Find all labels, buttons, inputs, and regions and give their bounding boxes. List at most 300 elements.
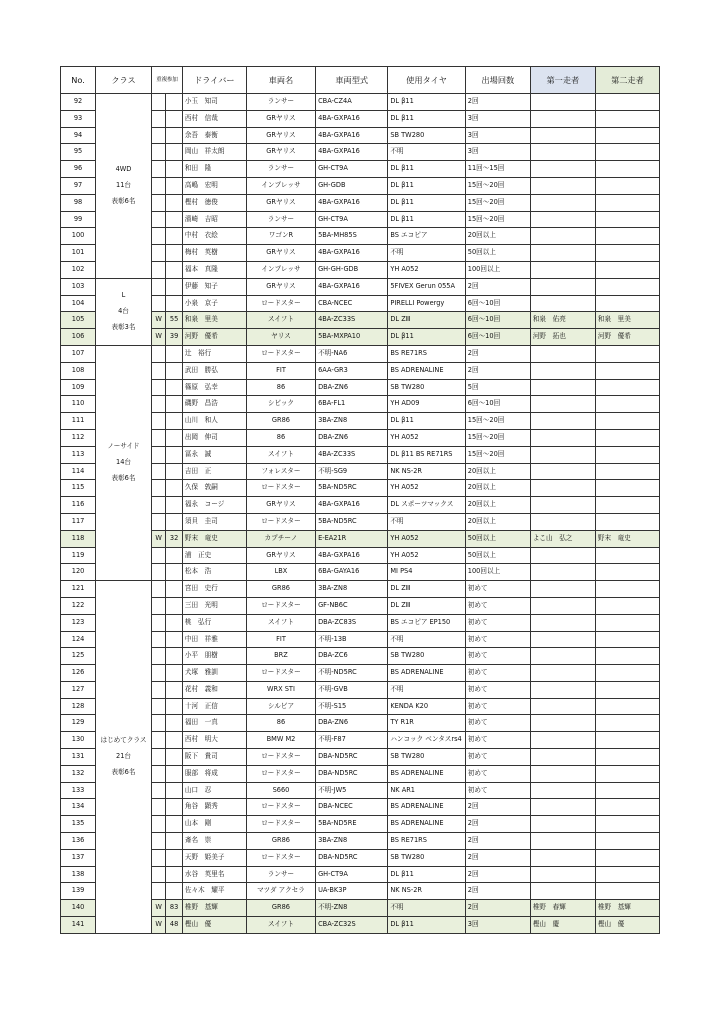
cell-entry-count: 初めて	[465, 614, 530, 631]
cell-dual-number: 55	[166, 312, 183, 329]
cell-tire: BS ADRENALINE	[388, 816, 465, 833]
cell-dual-number	[166, 429, 183, 446]
cell-car-model: 5BA-ND5RC	[316, 513, 388, 530]
cell-dual-number	[166, 816, 183, 833]
cell-driver: 野末 竜史	[182, 530, 246, 547]
cell-car-model: 5BA-MXPA10	[316, 329, 388, 346]
cell-car-name: ランサー	[246, 161, 315, 178]
cell-dual-flag	[151, 698, 165, 715]
cell-dual-number	[166, 614, 183, 631]
cell-no: 102	[61, 261, 96, 278]
header-tire: 使用タイヤ	[388, 67, 465, 94]
cell-dual-flag	[151, 228, 165, 245]
cell-driver: 久保 敦嗣	[182, 480, 246, 497]
cell-entry-count: 5回	[465, 379, 530, 396]
cell-first-driver	[530, 816, 595, 833]
cell-dual-number	[166, 396, 183, 413]
cell-second-driver	[595, 446, 659, 463]
cell-dual-flag	[151, 497, 165, 514]
cell-second-driver: 和泉 里美	[595, 312, 659, 329]
cell-driver: 山川 和人	[182, 413, 246, 430]
cell-second-driver	[595, 665, 659, 682]
cell-class: 4WD 11台 表彰6名	[96, 94, 152, 279]
cell-no: 126	[61, 665, 96, 682]
cell-entry-count: 初めて	[465, 782, 530, 799]
cell-second-driver: 椎野 基輝	[595, 900, 659, 917]
cell-car-model: DBA-ND5RC	[316, 749, 388, 766]
cell-second-driver	[595, 396, 659, 413]
cell-driver: 西村 信哉	[182, 110, 246, 127]
cell-dual-flag	[151, 345, 165, 362]
cell-car-name: ランサー	[246, 94, 315, 111]
cell-driver: 小泉 京子	[182, 295, 246, 312]
cell-dual-flag	[151, 749, 165, 766]
cell-dual-number	[166, 211, 183, 228]
cell-no: 133	[61, 782, 96, 799]
header-car-name: 車両名	[246, 67, 315, 94]
cell-second-driver	[595, 631, 659, 648]
cell-driver: 浦 正史	[182, 547, 246, 564]
cell-tire: DL スポーツマックス	[388, 497, 465, 514]
cell-car-model: DBA-ZN6	[316, 429, 388, 446]
cell-first-driver	[530, 833, 595, 850]
cell-class: L 4台 表彰3名	[96, 278, 152, 345]
cell-second-driver	[595, 564, 659, 581]
cell-dual-number	[166, 463, 183, 480]
cell-dual-flag	[151, 681, 165, 698]
cell-tire: DL β11	[388, 194, 465, 211]
cell-dual-number	[166, 681, 183, 698]
cell-tire: SB TW280	[388, 749, 465, 766]
cell-first-driver	[530, 127, 595, 144]
cell-driver: 斎名 崇	[182, 833, 246, 850]
cell-car-name: BRZ	[246, 648, 315, 665]
header-second-driver: 第二走者	[595, 67, 659, 94]
cell-first-driver	[530, 749, 595, 766]
cell-second-driver	[595, 429, 659, 446]
cell-car-model: 4BA-GXPA16	[316, 497, 388, 514]
cell-second-driver	[595, 698, 659, 715]
cell-tire: 不明	[388, 900, 465, 917]
cell-dual-flag	[151, 547, 165, 564]
cell-tire: BS ADRENALINE	[388, 799, 465, 816]
cell-car-model: 5BA-ND5RC	[316, 480, 388, 497]
cell-dual-flag	[151, 833, 165, 850]
cell-no: 103	[61, 278, 96, 295]
cell-driver: 小平 朋樹	[182, 648, 246, 665]
cell-driver: 辻 裕行	[182, 345, 246, 362]
cell-tire: NK NS-2R	[388, 463, 465, 480]
cell-dual-number	[166, 866, 183, 883]
cell-entry-count: 初めて	[465, 581, 530, 598]
cell-dual-number	[166, 564, 183, 581]
cell-entry-count: 15回～20回	[465, 211, 530, 228]
cell-dual-flag	[151, 194, 165, 211]
cell-first-driver	[530, 379, 595, 396]
table-body	[61, 94, 660, 934]
cell-no: 131	[61, 749, 96, 766]
cell-dual-number	[166, 749, 183, 766]
cell-dual-number	[166, 883, 183, 900]
cell-car-name: GRヤリス	[246, 497, 315, 514]
cell-dual-flag	[151, 631, 165, 648]
cell-entry-count: 20回以上	[465, 513, 530, 530]
cell-tire: MI PS4	[388, 564, 465, 581]
cell-tire: YH A052	[388, 429, 465, 446]
cell-no: 141	[61, 917, 96, 934]
cell-no: 110	[61, 396, 96, 413]
cell-driver: 花村 義和	[182, 681, 246, 698]
cell-dual-flag: W	[151, 312, 165, 329]
cell-driver: 福田 一真	[182, 715, 246, 732]
cell-dual-flag: W	[151, 530, 165, 547]
cell-first-driver: 椎野 春輝	[530, 900, 595, 917]
cell-dual-number	[166, 345, 183, 362]
cell-entry-count: 2回	[465, 833, 530, 850]
cell-first-driver	[530, 228, 595, 245]
cell-no: 137	[61, 849, 96, 866]
cell-driver: 中村 衣絵	[182, 228, 246, 245]
cell-first-driver	[530, 295, 595, 312]
cell-first-driver	[530, 480, 595, 497]
cell-driver: 宮田 史行	[182, 581, 246, 598]
cell-class: ノーサイド 14台 表彰6名	[96, 345, 152, 580]
cell-tire: DL ZⅢ	[388, 581, 465, 598]
cell-dual-flag	[151, 278, 165, 295]
cell-car-model: DBA-ZC6	[316, 648, 388, 665]
cell-second-driver	[595, 144, 659, 161]
cell-dual-number	[166, 245, 183, 262]
cell-second-driver: 野末 竜史	[595, 530, 659, 547]
cell-second-driver	[595, 497, 659, 514]
cell-dual-flag	[151, 396, 165, 413]
cell-first-driver	[530, 362, 595, 379]
cell-car-name: ロードスター	[246, 765, 315, 782]
cell-no: 119	[61, 547, 96, 564]
cell-car-name: シビック	[246, 396, 315, 413]
cell-car-name: ランサー	[246, 211, 315, 228]
cell-car-name: ロードスター	[246, 816, 315, 833]
cell-first-driver	[530, 94, 595, 111]
cell-entry-count: 2回	[465, 866, 530, 883]
cell-entry-count: 3回	[465, 917, 530, 934]
cell-driver: 篠原 弘幸	[182, 379, 246, 396]
cell-car-name: ランサー	[246, 866, 315, 883]
cell-car-model: 不明-ND5RC	[316, 665, 388, 682]
cell-car-model: CBA-CZ4A	[316, 94, 388, 111]
cell-tire: YH A052	[388, 547, 465, 564]
cell-no: 108	[61, 362, 96, 379]
cell-dual-flag	[151, 866, 165, 883]
cell-car-model: DBA-ND5RC	[316, 765, 388, 782]
cell-second-driver	[595, 127, 659, 144]
cell-entry-count: 20回以上	[465, 228, 530, 245]
cell-first-driver	[530, 799, 595, 816]
cell-first-driver	[530, 581, 595, 598]
cell-car-name: GRヤリス	[246, 278, 315, 295]
cell-dual-number	[166, 161, 183, 178]
cell-entry-count: 6回～10回	[465, 329, 530, 346]
cell-driver: 十河 正信	[182, 698, 246, 715]
cell-first-driver	[530, 396, 595, 413]
cell-car-name: ロードスター	[246, 480, 315, 497]
cell-entry-count: 2回	[465, 362, 530, 379]
cell-no: 132	[61, 765, 96, 782]
cell-tire: DL β11	[388, 413, 465, 430]
cell-dual-flag	[151, 127, 165, 144]
cell-car-model: E-EA21R	[316, 530, 388, 547]
cell-dual-number	[166, 497, 183, 514]
cell-driver: 服部 将成	[182, 765, 246, 782]
cell-car-model: 4BA-GXPA16	[316, 278, 388, 295]
cell-car-name: GRヤリス	[246, 144, 315, 161]
cell-entry-count: 20回以上	[465, 497, 530, 514]
cell-first-driver	[530, 765, 595, 782]
cell-tire: TY R1R	[388, 715, 465, 732]
cell-no: 112	[61, 429, 96, 446]
cell-entry-count: 初めて	[465, 681, 530, 698]
cell-second-driver	[595, 799, 659, 816]
cell-dual-flag	[151, 597, 165, 614]
cell-entry-count: 6回～10回	[465, 295, 530, 312]
cell-tire: DL β11	[388, 866, 465, 883]
cell-first-driver	[530, 497, 595, 514]
cell-dual-flag	[151, 648, 165, 665]
cell-driver: 武田 勝弘	[182, 362, 246, 379]
cell-second-driver	[595, 732, 659, 749]
cell-first-driver	[530, 614, 595, 631]
cell-car-name: GRヤリス	[246, 245, 315, 262]
cell-first-driver: 和泉 佑亮	[530, 312, 595, 329]
cell-first-driver	[530, 261, 595, 278]
cell-no: 105	[61, 312, 96, 329]
cell-entry-count: 15回～20回	[465, 413, 530, 430]
cell-entry-count: 2回	[465, 816, 530, 833]
cell-driver: 和田 隆	[182, 161, 246, 178]
cell-dual-flag	[151, 245, 165, 262]
cell-dual-flag	[151, 480, 165, 497]
cell-driver: 西村 明大	[182, 732, 246, 749]
cell-dual-number	[166, 581, 183, 598]
cell-second-driver	[595, 648, 659, 665]
cell-no: 135	[61, 816, 96, 833]
cell-first-driver	[530, 732, 595, 749]
cell-dual-number	[166, 648, 183, 665]
cell-tire: SB TW280	[388, 648, 465, 665]
cell-no: 113	[61, 446, 96, 463]
cell-dual-number	[166, 144, 183, 161]
cell-entry-count: 15回～20回	[465, 194, 530, 211]
cell-dual-flag	[151, 379, 165, 396]
cell-tire: DL β11	[388, 110, 465, 127]
cell-dual-number	[166, 698, 183, 715]
cell-dual-flag	[151, 144, 165, 161]
cell-first-driver	[530, 446, 595, 463]
table-row	[61, 94, 660, 111]
cell-dual-number	[166, 833, 183, 850]
cell-driver: 余吾 泰衡	[182, 127, 246, 144]
cell-tire: SB TW280	[388, 379, 465, 396]
cell-second-driver	[595, 866, 659, 883]
cell-dual-flag	[151, 816, 165, 833]
cell-dual-flag	[151, 782, 165, 799]
cell-driver: 樫村 徳俊	[182, 194, 246, 211]
cell-driver: 福永 コージ	[182, 497, 246, 514]
cell-entry-count: 初めて	[465, 665, 530, 682]
cell-second-driver	[595, 362, 659, 379]
cell-first-driver	[530, 161, 595, 178]
cell-dual-number	[166, 732, 183, 749]
cell-entry-count: 2回	[465, 94, 530, 111]
cell-car-model: 4BA-GXPA16	[316, 110, 388, 127]
header-driver: ドライバー	[182, 67, 246, 94]
cell-driver: 伊藤 知子	[182, 278, 246, 295]
cell-no: 128	[61, 698, 96, 715]
cell-driver: 濱崎 吉昭	[182, 211, 246, 228]
cell-driver: 須貝 圭司	[182, 513, 246, 530]
cell-no: 121	[61, 581, 96, 598]
entry-list-table	[60, 66, 660, 934]
cell-first-driver	[530, 782, 595, 799]
cell-tire: DL β11	[388, 161, 465, 178]
cell-no: 106	[61, 329, 96, 346]
cell-second-driver	[595, 581, 659, 598]
cell-no: 94	[61, 127, 96, 144]
cell-first-driver	[530, 345, 595, 362]
cell-no: 92	[61, 94, 96, 111]
cell-car-model: DBA-NCEC	[316, 799, 388, 816]
cell-car-name: GRヤリス	[246, 547, 315, 564]
cell-dual-number	[166, 480, 183, 497]
cell-second-driver	[595, 883, 659, 900]
cell-dual-number	[166, 177, 183, 194]
cell-second-driver	[595, 94, 659, 111]
cell-no: 134	[61, 799, 96, 816]
cell-driver: 桃 弘行	[182, 614, 246, 631]
header-car-model: 車両型式	[316, 67, 388, 94]
cell-no: 111	[61, 413, 96, 430]
cell-entry-count: 3回	[465, 144, 530, 161]
cell-dual-number	[166, 362, 183, 379]
cell-car-name: LBX	[246, 564, 315, 581]
cell-second-driver	[595, 480, 659, 497]
cell-no: 118	[61, 530, 96, 547]
cell-no: 100	[61, 228, 96, 245]
cell-car-model: 5BA-MH85S	[316, 228, 388, 245]
cell-first-driver	[530, 849, 595, 866]
cell-second-driver	[595, 194, 659, 211]
cell-car-model: GH-GDB	[316, 177, 388, 194]
cell-car-model: 3BA-ZN8	[316, 413, 388, 430]
cell-car-name: BMW M2	[246, 732, 315, 749]
cell-car-name: ロードスター	[246, 513, 315, 530]
cell-no: 93	[61, 110, 96, 127]
cell-dual-number	[166, 295, 183, 312]
cell-tire: DL β11 BS RE71RS	[388, 446, 465, 463]
cell-tire: 不明	[388, 513, 465, 530]
cell-no: 139	[61, 883, 96, 900]
cell-first-driver	[530, 597, 595, 614]
cell-dual-flag	[151, 446, 165, 463]
cell-car-model: DBA-ZN6	[316, 715, 388, 732]
cell-dual-flag: W	[151, 917, 165, 934]
cell-car-model: 4BA-GXPA16	[316, 245, 388, 262]
cell-driver: 吉田 正	[182, 463, 246, 480]
cell-entry-count: 6回～10回	[465, 312, 530, 329]
cell-tire: YH AD09	[388, 396, 465, 413]
cell-car-model: 4BA-ZC33S	[316, 312, 388, 329]
cell-tire: 不明	[388, 631, 465, 648]
cell-second-driver: 河野 優希	[595, 329, 659, 346]
cell-first-driver	[530, 211, 595, 228]
cell-entry-count: 11回～15回	[465, 161, 530, 178]
cell-first-driver	[530, 463, 595, 480]
cell-second-driver	[595, 547, 659, 564]
cell-class: はじめてクラス 21台 表彰6名	[96, 581, 152, 934]
cell-first-driver	[530, 866, 595, 883]
cell-entry-count: 2回	[465, 799, 530, 816]
cell-no: 107	[61, 345, 96, 362]
cell-second-driver	[595, 161, 659, 178]
cell-car-name: シルビア	[246, 698, 315, 715]
cell-first-driver: よこ山 弘之	[530, 530, 595, 547]
header-entry-count: 出場回数	[465, 67, 530, 94]
cell-dual-number: 83	[166, 900, 183, 917]
cell-car-name: ロードスター	[246, 665, 315, 682]
cell-driver: 山口 忍	[182, 782, 246, 799]
cell-car-model: GH-CT9A	[316, 161, 388, 178]
cell-car-name: WRX STI	[246, 681, 315, 698]
cell-car-model: DBA-ND5RC	[316, 849, 388, 866]
cell-tire: NK NS-2R	[388, 883, 465, 900]
cell-car-model: 4BA-GXPA16	[316, 547, 388, 564]
cell-entry-count: 15回～20回	[465, 429, 530, 446]
cell-dual-number	[166, 665, 183, 682]
cell-second-driver	[595, 295, 659, 312]
cell-car-name: スイフト	[246, 917, 315, 934]
table-row	[61, 278, 660, 295]
cell-second-driver	[595, 816, 659, 833]
cell-driver: 岡山 祥太朗	[182, 144, 246, 161]
cell-tire: BS ADRENALINE	[388, 665, 465, 682]
cell-car-name: GRヤリス	[246, 194, 315, 211]
cell-driver: 梅村 英樹	[182, 245, 246, 262]
cell-dual-flag	[151, 429, 165, 446]
cell-entry-count: 6回～10回	[465, 396, 530, 413]
cell-entry-count: 50回以上	[465, 547, 530, 564]
cell-dual-flag	[151, 463, 165, 480]
cell-dual-number: 48	[166, 917, 183, 934]
table-row	[61, 345, 660, 362]
cell-tire: 5FIVEX Gerun 055A	[388, 278, 465, 295]
cell-entry-count: 2回	[465, 849, 530, 866]
cell-tire: DL ZⅢ	[388, 312, 465, 329]
cell-first-driver	[530, 883, 595, 900]
cell-driver: 阪下 貴司	[182, 749, 246, 766]
cell-no: 104	[61, 295, 96, 312]
cell-first-driver	[530, 513, 595, 530]
cell-car-model: 6BA-GAYA16	[316, 564, 388, 581]
cell-tire: YH A052	[388, 480, 465, 497]
cell-car-name: FIT	[246, 362, 315, 379]
cell-driver: 冨永 誠	[182, 446, 246, 463]
cell-car-model: UA-BK3P	[316, 883, 388, 900]
cell-entry-count: 初めて	[465, 765, 530, 782]
cell-driver: 三田 光明	[182, 597, 246, 614]
cell-car-model: 不明-13B	[316, 631, 388, 648]
cell-entry-count: 3回	[465, 127, 530, 144]
cell-entry-count: 20回以上	[465, 480, 530, 497]
